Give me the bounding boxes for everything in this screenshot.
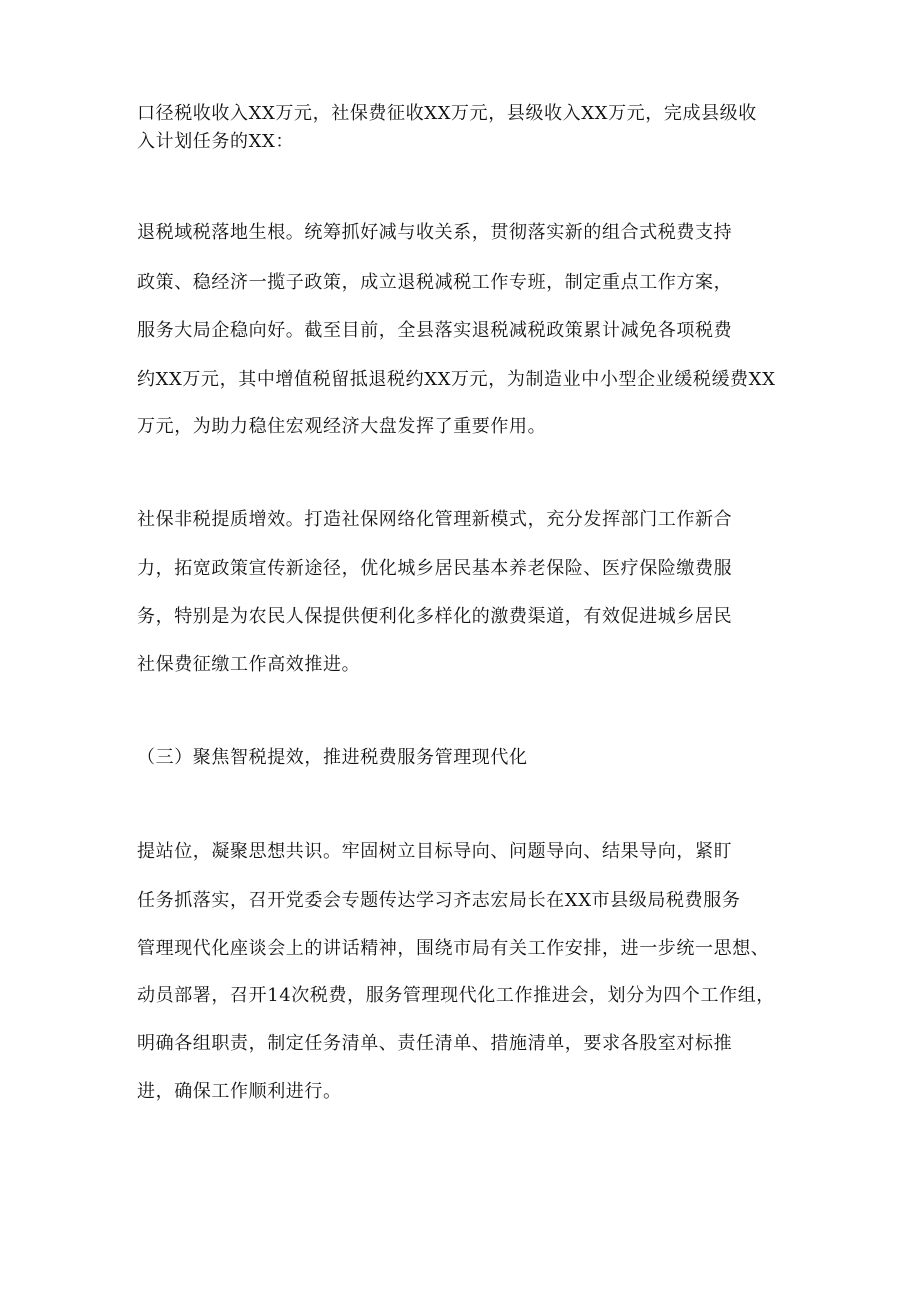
paragraph-4-line-1: 提站位，凝聚思想共识。牢固树立目标导向、问题导向、结果导向，紧盯 (137, 841, 733, 862)
paragraph-4-line-2: 任务抓落实，召开党委会专题传达学习齐志宏局长在XX市县级局税费服务 (137, 890, 741, 911)
paragraph-3-line-2: 力，拓宽政策宣传新途径，优化城乡居民基本养老保险、医疗保险缴费服 (137, 558, 733, 579)
paragraph-1-line-1: 口径税收收入XX万元，社保费征收XX万元，县级收入XX万元，完成县级收 (137, 103, 757, 124)
paragraph-3-line-3: 务，特别是为农民人保提供便利化多样化的激费渠道，有效促进城乡居民 (137, 606, 733, 627)
paragraph-4-line-3: 管理现代化座谈会上的讲话精神，围绕市局有关工作安排，进一步统一思想、 (137, 938, 770, 959)
paragraph-3-line-4: 社保费征缴工作高效推进。 (137, 654, 361, 675)
paragraph-2-line-4: 约XX万元，其中增值税留抵退税约XX万元，为制造业中小型企业缓税缓费XX (137, 369, 776, 390)
paragraph-2-line-5: 万元，为助力稳住宏观经济大盘发挥了重要作用。 (137, 416, 547, 437)
paragraph-2-line-1: 退税域税落地生根。统筹抓好减与收关系，贯彻落实新的组合式税费支持 (137, 222, 733, 243)
paragraph-3-line-1: 社保非税提质增效。打造社保网络化管理新模式，充分发挥部门工作新合 (137, 509, 733, 530)
paragraph-2-line-2: 政策、稳经济一揽子政策，成立退税减税工作专班，制定重点工作方案， (137, 272, 733, 293)
paragraph-4-line-6: 进，确保工作顺利进行。 (137, 1081, 342, 1102)
paragraph-4-line-5: 明确各组职责，制定任务清单、责任清单、措施清单，要求各股室对标推 (137, 1033, 733, 1054)
paragraph-1-line-2: 入计划任务的XX： (137, 131, 295, 152)
section-heading: （三）聚焦智税提效，推进税费服务管理现代化 (137, 747, 528, 768)
paragraph-2-line-3: 服务大局企稳向好。截至目前，全县落实退税减税政策累计减免各项税费 (137, 320, 733, 341)
paragraph-4-line-4: 动员部署，召开14次税费，服务管理现代化工作推进会，划分为四个工作组， (137, 985, 775, 1006)
